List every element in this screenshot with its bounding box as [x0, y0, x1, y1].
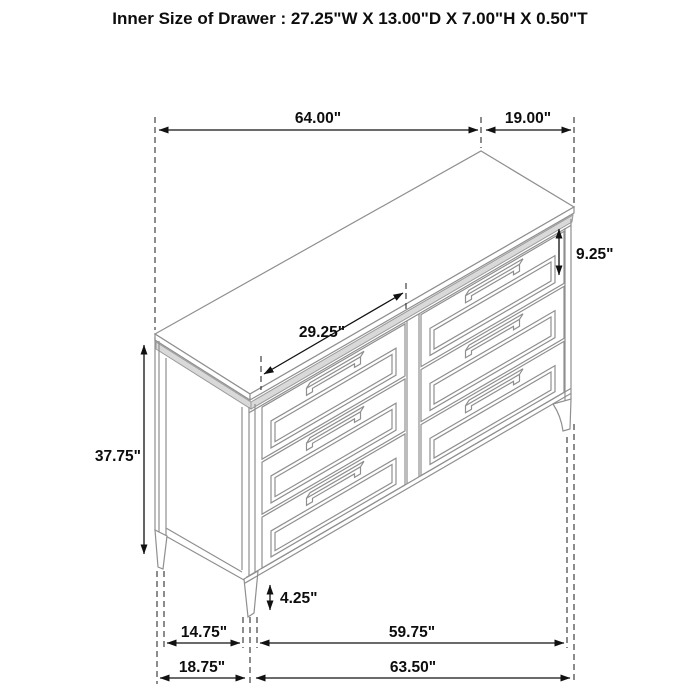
front-face-center-divider: [407, 314, 419, 484]
dimension-label-overall-height: 37.75": [94, 448, 141, 465]
dimension-floor-side-span: [160, 659, 245, 678]
extension-lines-bottom: [157, 424, 574, 684]
page-title: Inner Size of Drawer : 27.25"W X 13.00"D X 7.00"H X 0.50"T: [112, 9, 588, 28]
dresser-back-left-leg: [155, 530, 167, 569]
dimension-base-side-span: [167, 624, 240, 643]
dresser-drawing: [155, 151, 574, 617]
dresser-front-left-post: [249, 404, 255, 578]
dimension-label-base-front-span: 59.75": [388, 624, 436, 641]
dimension-label-leg-height: 4.25": [280, 590, 318, 607]
dresser-front-right-leg: [553, 399, 571, 431]
dimension-label-floor-side-span: 18.75": [178, 659, 226, 676]
dimension-label-top-drawer-height: 9.25": [576, 246, 614, 263]
dresser-front-right-post: [565, 219, 571, 401]
dimension-overall-height: [95, 345, 144, 554]
dimension-top-drawer-height: [559, 229, 614, 275]
dimension-label-base-side-span: 14.75": [180, 624, 228, 641]
dimension-label-top-depth: 19.00": [504, 110, 552, 127]
dimension-label-drawer-front-width: 29.25": [298, 324, 346, 341]
dresser-front-left-leg: [244, 571, 258, 617]
dimension-label-top-width: 64.00": [294, 110, 342, 127]
dimension-base-front-span: [260, 624, 564, 643]
dimension-label-floor-front-span: 63.50": [389, 659, 437, 676]
dimension-leg-height: [270, 585, 318, 610]
dimension-floor-front-span: [256, 659, 570, 678]
